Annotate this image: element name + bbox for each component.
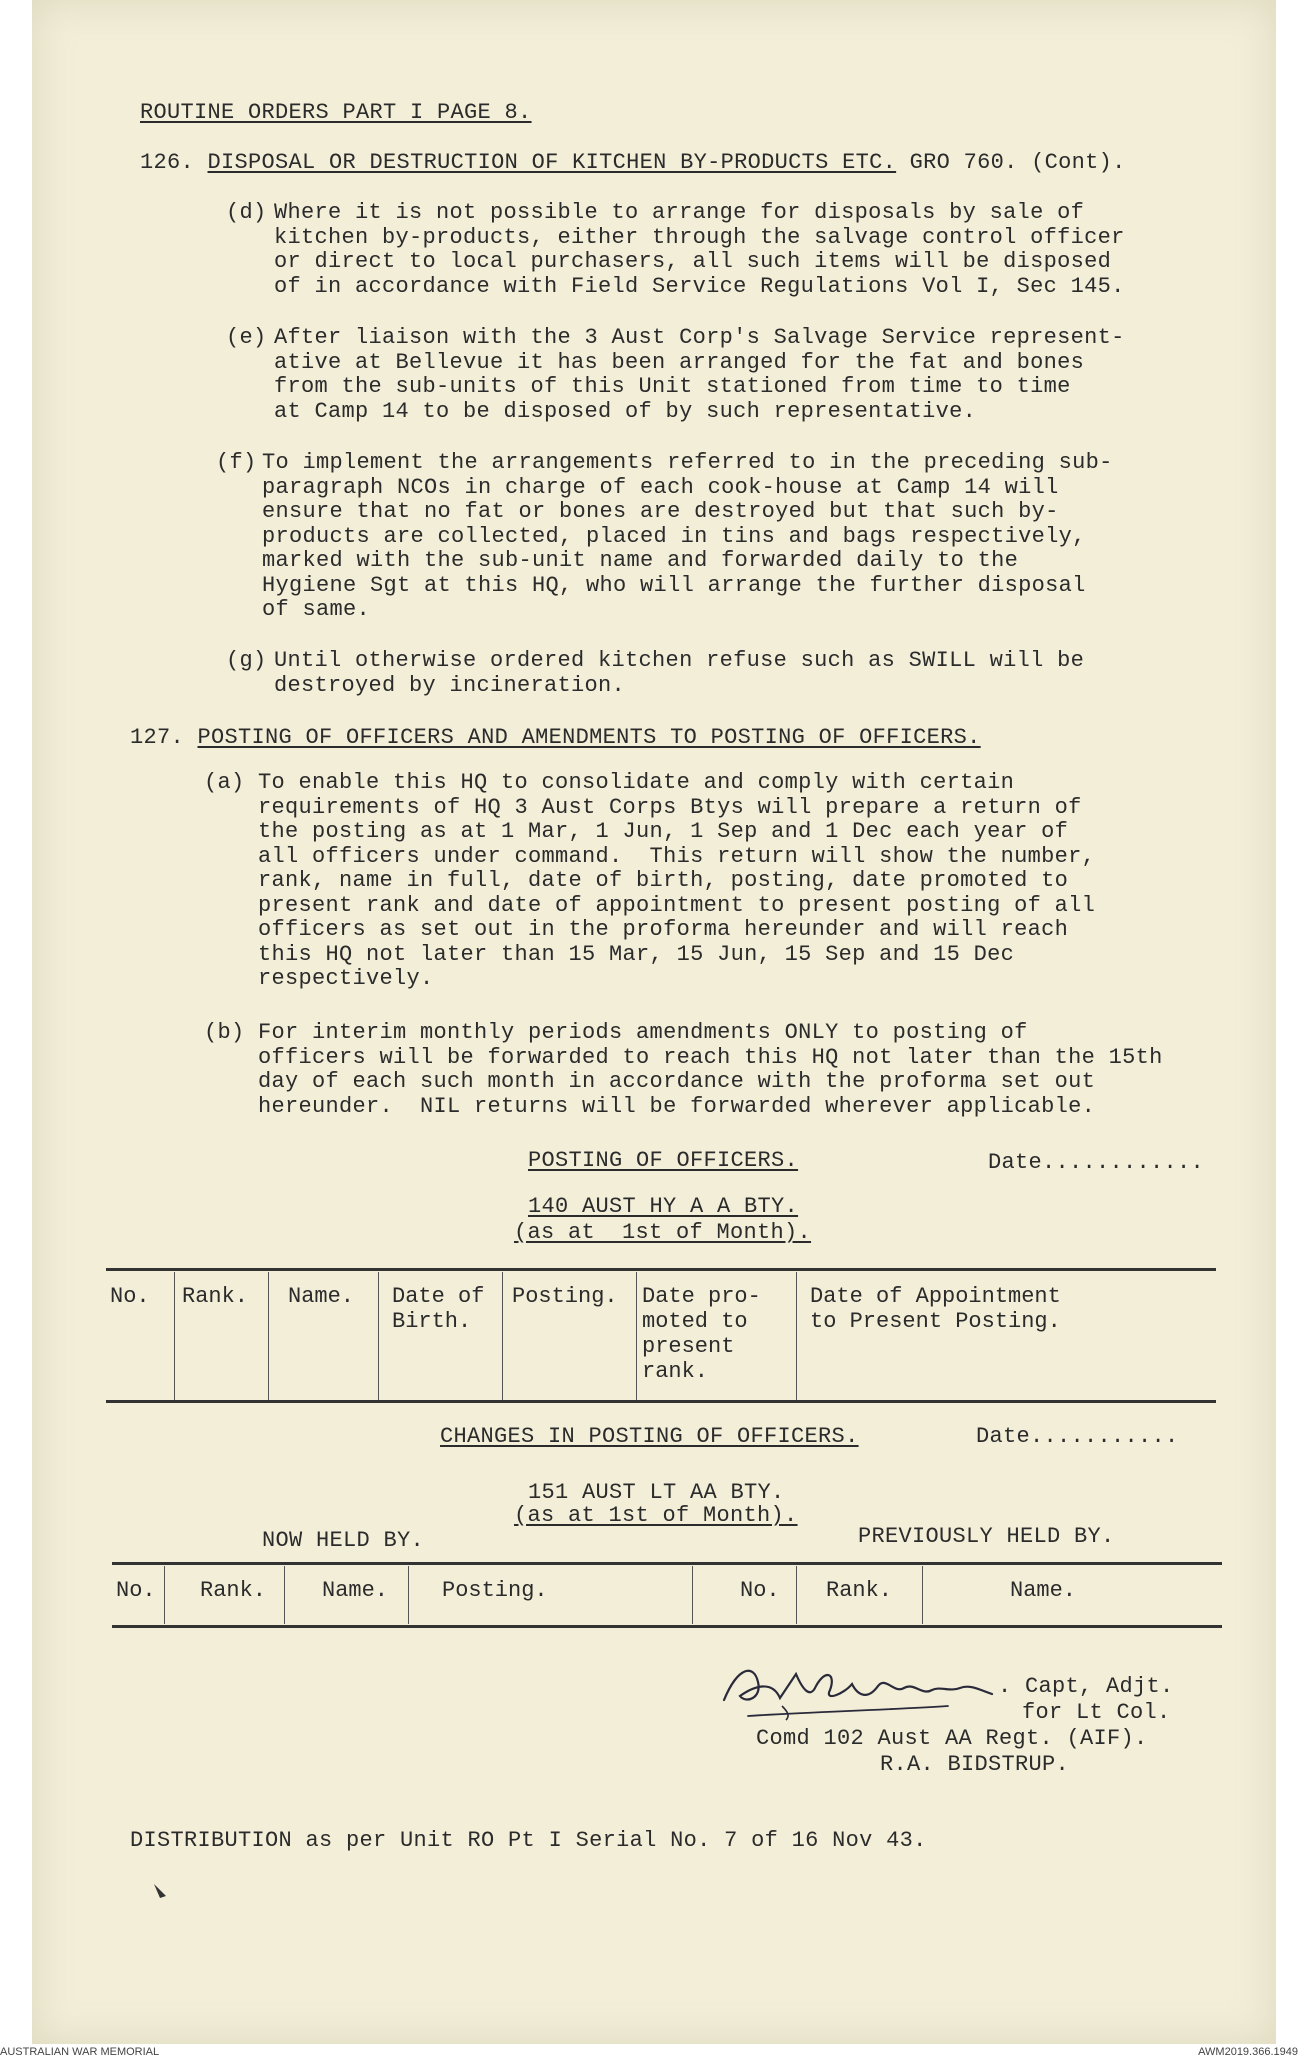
- form1-top-rule: [106, 1268, 1216, 1271]
- paragraph-line: respectively.: [258, 966, 434, 991]
- table-header-cell: Posting.: [512, 1284, 618, 1309]
- table-header-cell: Rank.: [182, 1284, 249, 1309]
- column-divider: [922, 1566, 923, 1624]
- paragraph-line: day of each such month in accordance with the proforma set out: [258, 1069, 1096, 1094]
- column-divider: [164, 1566, 165, 1624]
- column-divider: [268, 1272, 269, 1400]
- paragraph-line: paragraph NCOs in charge of each cook-house at Camp 14 will: [262, 474, 1059, 500]
- column-divider: [796, 1272, 797, 1400]
- paragraph-line: officers will be forwarded to reach this HQ not later than the 15th: [258, 1044, 1163, 1070]
- table-header-cell: Name.: [322, 1578, 389, 1603]
- footer-credit: AUSTRALIAN WAR MEMORIAL: [0, 2046, 160, 2058]
- column-divider: [284, 1566, 285, 1624]
- item-126-title: DISPOSAL OR DESTRUCTION OF KITCHEN BY-PRODUCTS ETC.: [207, 150, 897, 175]
- column-divider: [378, 1272, 379, 1400]
- table-header-cell: Date pro- moted to present rank.: [642, 1284, 761, 1384]
- paragraph-line: For interim monthly periods amendments ONLY to posting of: [258, 1020, 1028, 1045]
- item-127-title: POSTING OF OFFICERS AND AMENDMENTS TO POSTING OF OFFICERS.: [197, 725, 981, 750]
- paragraph-line: all officers under command. This return will show the number,: [258, 843, 1096, 869]
- para-126-f-label: (f): [216, 450, 257, 475]
- table-header-cell: No.: [740, 1578, 780, 1603]
- table-header-cell: No.: [116, 1578, 156, 1603]
- paragraph-line: requirements of HQ 3 Aust Corps Btys will prepare a return of: [258, 794, 1082, 820]
- form2-prev-held: PREVIOUSLY HELD BY.: [858, 1524, 1115, 1549]
- form1-title: POSTING OF OFFICERS.: [528, 1148, 799, 1173]
- form2-top-rule: [112, 1562, 1222, 1565]
- ink-mark-icon: [150, 1878, 178, 1906]
- distribution-line: DISTRIBUTION as per Unit RO Pt I Serial No. 7 of 16 Nov 43.: [130, 1828, 927, 1853]
- column-divider: [502, 1272, 503, 1400]
- form1-bottom-rule: [106, 1400, 1216, 1403]
- signature-command: Comd 102 Aust AA Regt. (AIF).: [756, 1726, 1148, 1751]
- signature-for: for Lt Col.: [1022, 1700, 1171, 1725]
- form2-unit: 151 AUST LT AA BTY.: [528, 1480, 785, 1505]
- table-header-cell: No.: [110, 1284, 150, 1309]
- paragraph-line: hereunder. NIL returns will be forwarded wherever applicable.: [258, 1093, 1096, 1119]
- paragraph-line: ensure that no fat or bones are destroyed but that such by-: [262, 499, 1059, 524]
- paragraph-line: After liaison with the 3 Aust Corp's Salvage Service represent-: [274, 325, 1125, 350]
- para-127-a-label: (a): [204, 770, 245, 795]
- paragraph-line: officers as set out in the proforma hereunder and will reach: [258, 917, 1069, 942]
- table-header-cell: Name.: [1010, 1578, 1077, 1603]
- paragraph-line: ative at Bellevue it has been arranged for the fat and bones: [274, 349, 1085, 375]
- table-header-cell: Posting.: [442, 1578, 548, 1603]
- paragraph-line: kitchen by-products, either through the salvage control officer: [274, 224, 1125, 250]
- paragraph-line: this HQ not later than 15 Mar, 15 Jun, 15 Sep and 15 Dec: [258, 941, 1015, 967]
- signature-name: R.A. BIDSTRUP.: [880, 1752, 1070, 1777]
- footer-accession-number: AWM2019.366.1949: [1198, 2046, 1298, 2058]
- paragraph-line: or direct to local purchasers, all such items will be disposed: [274, 249, 1112, 274]
- paragraph-line: To implement the arrangements referred to in the preceding sub-: [262, 450, 1113, 475]
- table-header-cell: Rank.: [826, 1578, 893, 1603]
- item-126-number: 126.: [140, 150, 195, 175]
- column-divider: [408, 1566, 409, 1624]
- form2-bottom-rule: [112, 1625, 1222, 1628]
- form2-now-held: NOW HELD BY.: [262, 1528, 425, 1553]
- column-divider: [174, 1272, 175, 1400]
- form2-title: CHANGES IN POSTING OF OFFICERS.: [440, 1424, 859, 1449]
- form2-date: Date...........: [976, 1424, 1179, 1449]
- para-126-d-label: (d): [226, 200, 267, 225]
- column-divider: [796, 1566, 797, 1624]
- form1-unit: 140 AUST HY A A BTY.: [528, 1194, 799, 1219]
- paragraph-line: products are collected, placed in tins and bags respectively,: [262, 523, 1086, 549]
- para-127-b-label: (b): [204, 1020, 245, 1045]
- column-divider: [636, 1272, 637, 1400]
- item-126-heading: [140, 150, 1126, 175]
- item-127-number: 127.: [130, 725, 185, 750]
- page-header: ROUTINE ORDERS PART I PAGE 8.: [140, 100, 532, 125]
- paragraph-line: Where it is not possible to arrange for disposals by sale of: [274, 200, 1085, 225]
- paragraph-line: of in accordance with Field Service Regulations Vol I, Sec 145.: [274, 273, 1125, 299]
- form2-as-at: (as at 1st of Month).: [514, 1503, 798, 1528]
- paragraph-line: Hygiene Sgt at this HQ, who will arrange the further disposal: [262, 572, 1086, 598]
- table-header-cell: Date of Birth.: [392, 1284, 485, 1334]
- paragraph-line: present rank and date of appointment to present posting of all: [258, 892, 1096, 918]
- item-126-ref: GRO 760. (Cont).: [896, 150, 1126, 175]
- paragraph-line: from the sub-units of this Unit stationed from time to time: [274, 374, 1071, 399]
- paragraph-line: at Camp 14 to be disposed of by such representative.: [274, 398, 977, 424]
- column-divider: [692, 1566, 693, 1624]
- signature-rank: . Capt, Adjt.: [998, 1674, 1174, 1699]
- handwritten-signature: [718, 1656, 1024, 1724]
- table-header-cell: Rank.: [200, 1578, 267, 1603]
- paragraph-line: To enable this HQ to consolidate and comply with certain: [258, 770, 1015, 795]
- paragraph-line: marked with the sub-unit name and forwarded daily to the: [262, 548, 1019, 573]
- paragraph-line: destroyed by incineration.: [274, 672, 626, 698]
- paragraph-line: Until otherwise ordered kitchen refuse such as SWILL will be: [274, 648, 1085, 673]
- paragraph-line: the posting as at 1 Mar, 1 Jun, 1 Sep and 1 Dec each year of: [258, 819, 1069, 844]
- form1-as-at: (as at 1st of Month).: [514, 1220, 812, 1245]
- form1-date: Date............: [988, 1150, 1205, 1175]
- table-header-cell: Date of Appointment to Present Posting.: [810, 1284, 1061, 1334]
- table-header-cell: Name.: [288, 1284, 355, 1309]
- paragraph-line: of same.: [262, 597, 371, 622]
- paragraph-line: rank, name in full, date of birth, posting, date promoted to: [258, 868, 1069, 893]
- para-126-g-label: (g): [226, 648, 267, 673]
- para-126-e-label: (e): [226, 325, 267, 350]
- item-127-heading: [130, 725, 981, 750]
